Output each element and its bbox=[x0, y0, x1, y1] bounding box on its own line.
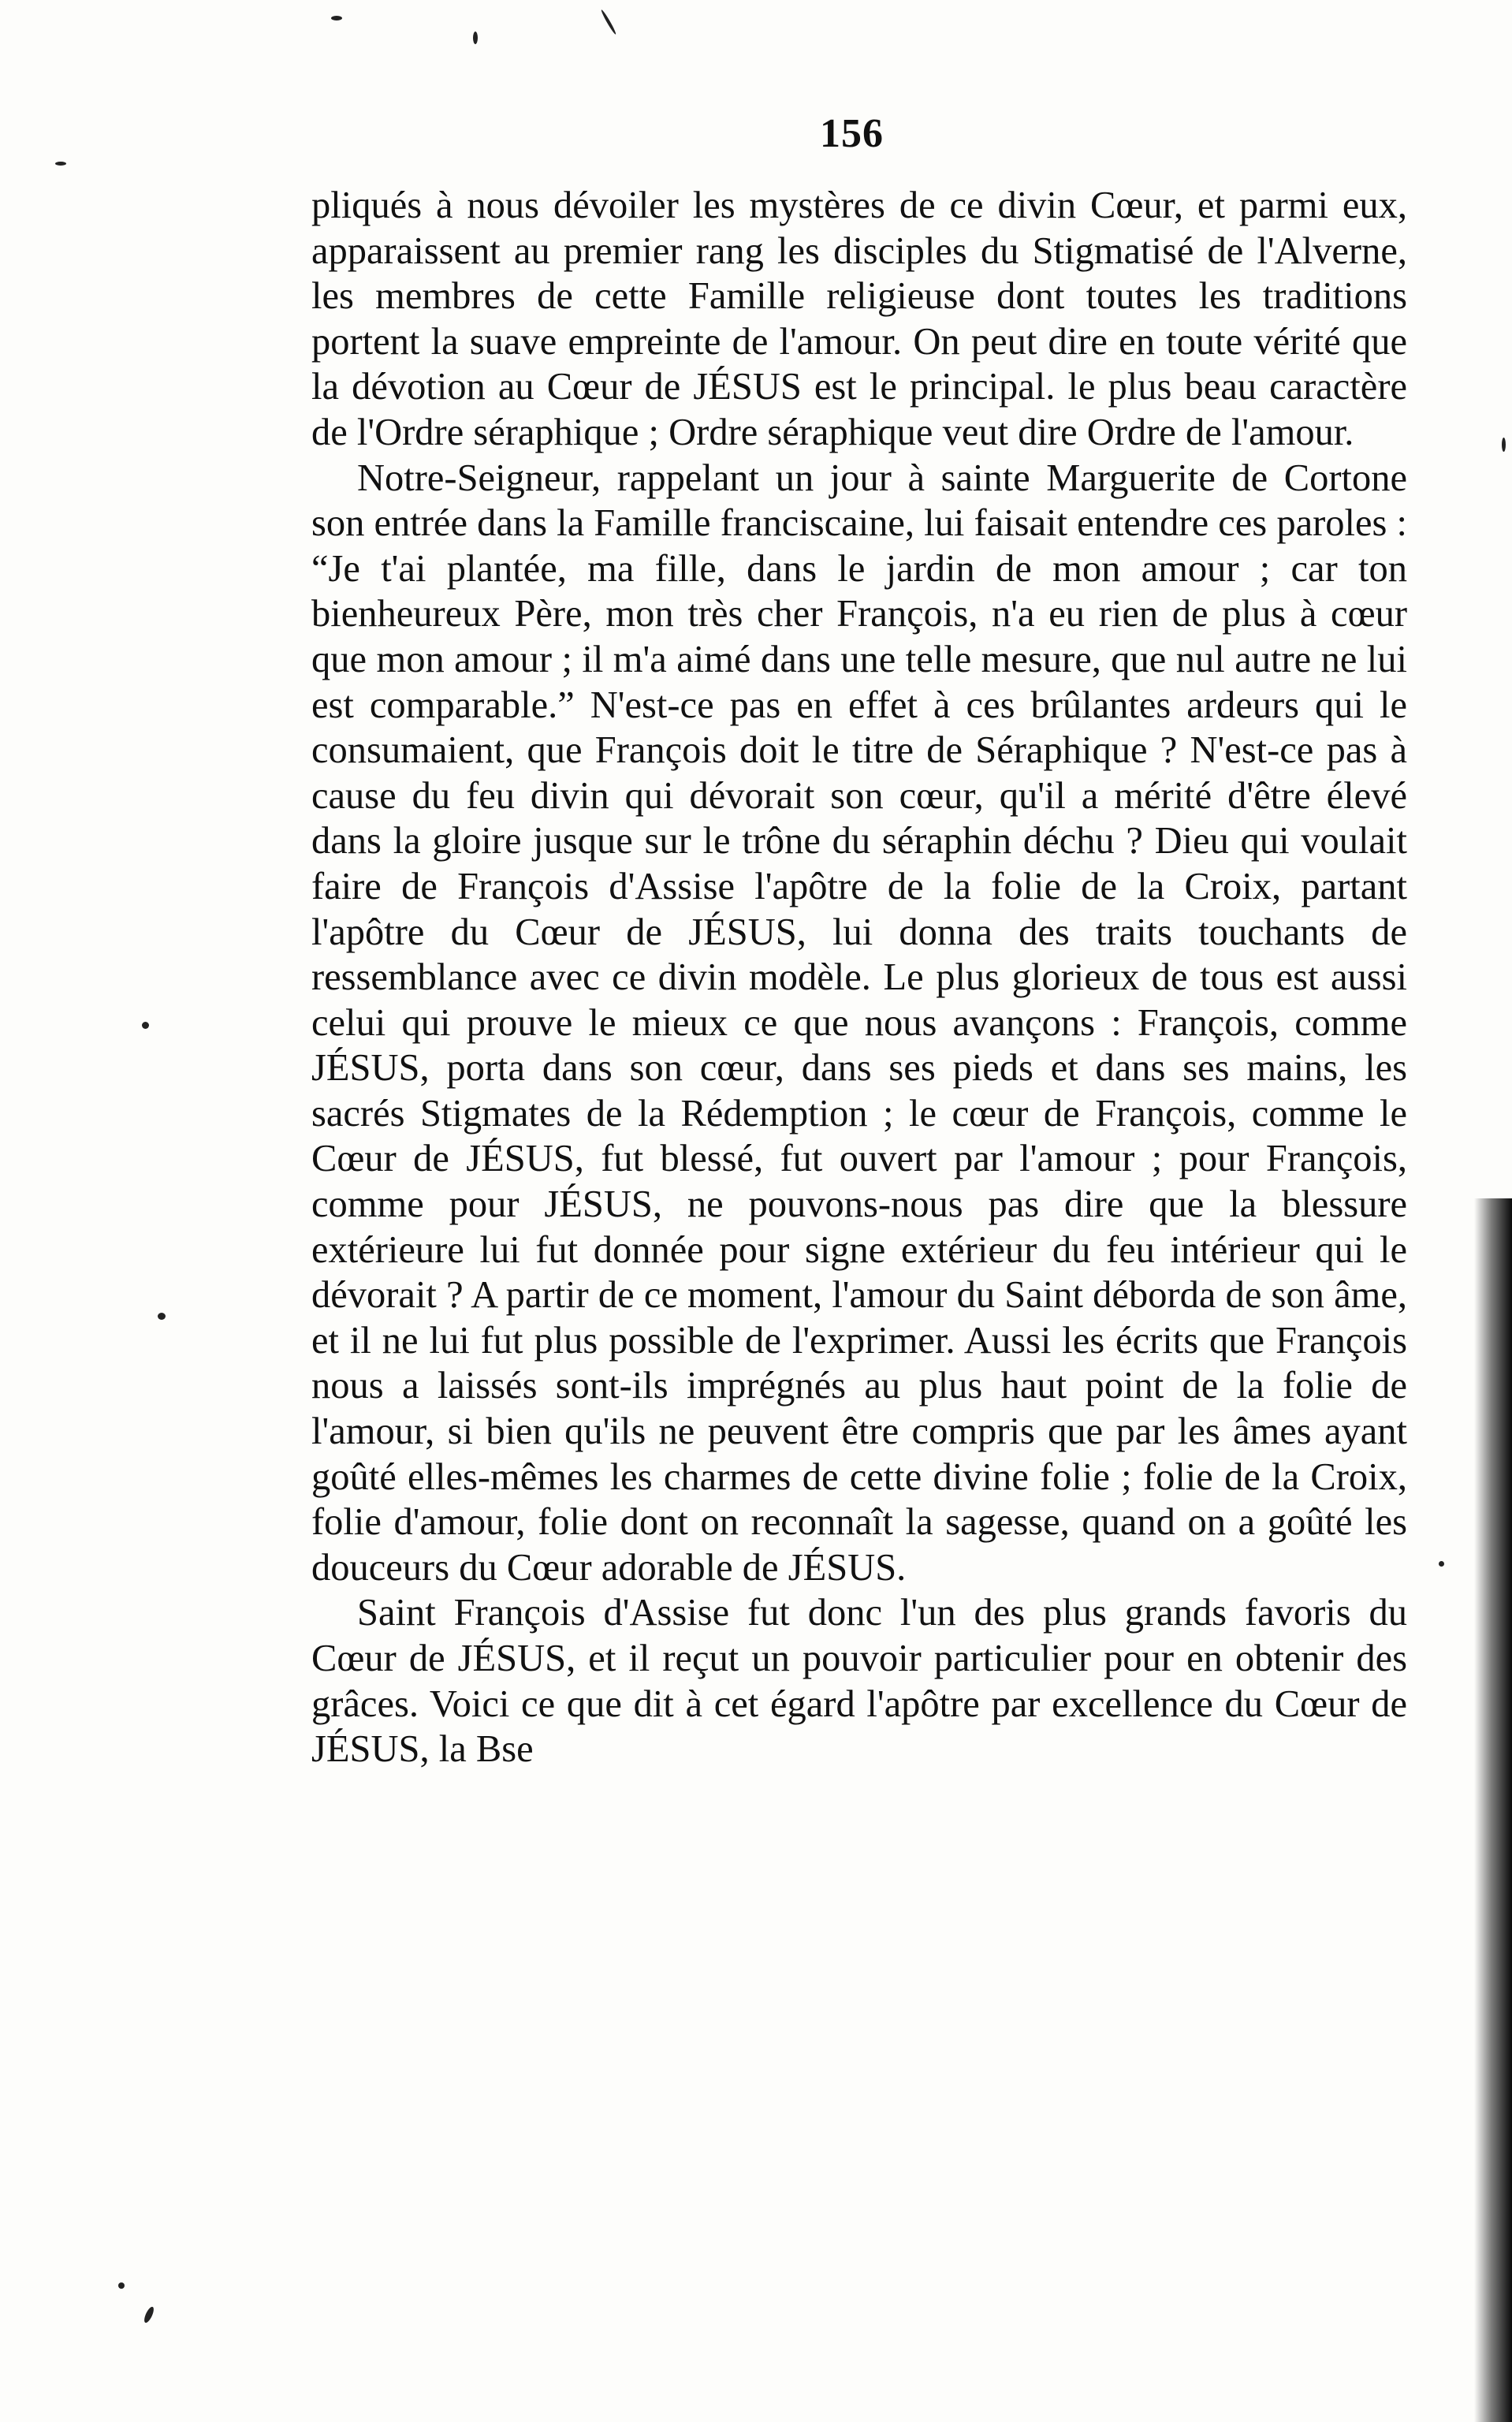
scan-speck bbox=[331, 16, 342, 20]
scan-speck bbox=[143, 2305, 156, 2323]
scan-speck bbox=[142, 1022, 149, 1029]
scan-speck bbox=[158, 1313, 166, 1320]
paragraph-continuation: pliqués à nous dévoiler les mystères de ce divin Cœur, et parmi eux, apparaissent au premier rang les disciples du Stigmatisé de l'Alverne, les membres de cette Famille religieuse dont toutes les traditions portent la suave empreinte de l'amour. On peut dire en toute vérité que la dévotion au Cœur de JÉSUS est le principal. le plus beau caractère de l'Ordre séraphique ; Ordre séraphique veut dire Ordre de l'amour. bbox=[311, 184, 1407, 453]
paragraph-marguerite: Notre-Seigneur, rappelant un jour à sainte Marguerite de Cortone son entrée dans la Famille franciscaine, lui faisait entendre ces paroles : “Je t'ai plantée, ma fille, dans le jardin de mon amour ; car ton bienheureux Père, mon très cher François, n'a eu rien de plus à cœur que mon amour ; il m'a aimé dans une telle mesure, que nul autre ne lui est comparable.” N'est-ce pas en effet à ces brûlantes ardeurs qui le consumaient, que François doit le titre de Séraphique ? N'est-ce pas à cause du feu divin qui dévorait son cœur, qu'il a mérité d'être élevé dans la gloire jusque sur le trône du séraphin déchu ? Dieu qui voulait faire de François d'Assise l'apôtre de la folie de la Croix, partant l'apôtre du Cœur de JÉSUS, lui donna des traits touchants de ressemblance avec ce divin modèle. Le plus glorieux de tous est aussi celui qui prouve le mieux ce que nous avançons : François, comme JÉSUS, porta dans son cœur, dans ses pieds et dans ses mains, les sacrés Stigmates de la Rédemption ; le cœur de François, comme le Cœur de JÉSUS, fut blessé, fut ouvert par l'amour ; pour François, comme pour JÉSUS, ne pouvons-nous pas dire que la blessure extérieure lui fut donnée pour signe extérieur du feu intérieur qui le dévorait ? A partir de ce moment, l'amour du Saint déborda de son âme, et il ne lui fut plus possible de l'exprimer. Aussi les écrits que François nous a laissés sont-ils imprégnés au plus haut point de la folie de l'amour, si bien qu'ils ne peuvent être compris que par les âmes ayant goûté elles-mêmes les charmes de cette divine folie ; folie de la Croix, folie d'amour, folie dont on reconnaît la sagesse, quand on a goûté les douceurs du Cœur adorable de JÉSUS. bbox=[311, 456, 1407, 1589]
scan-speck bbox=[1502, 438, 1506, 452]
scan-speck bbox=[118, 2282, 125, 2289]
scan-speck bbox=[55, 162, 66, 166]
paragraph-saint-francois: Saint François d'Assise fut donc l'un des plus grands favoris du Cœur de JÉSUS, et il reçut un pouvoir particulier pour en obtenir des grâces. Voici ce que dit à cet égard l'apôtre par excellence du Cœur de JÉSUS, la Bse bbox=[311, 1592, 1407, 1771]
page-number: 156 bbox=[820, 111, 884, 156]
scan-speck bbox=[1439, 1561, 1444, 1567]
scan-edge-shadow bbox=[1474, 1198, 1512, 2422]
body-text bbox=[311, 183, 1407, 1772]
scan-speck bbox=[600, 9, 616, 35]
scan-speck bbox=[473, 32, 478, 44]
